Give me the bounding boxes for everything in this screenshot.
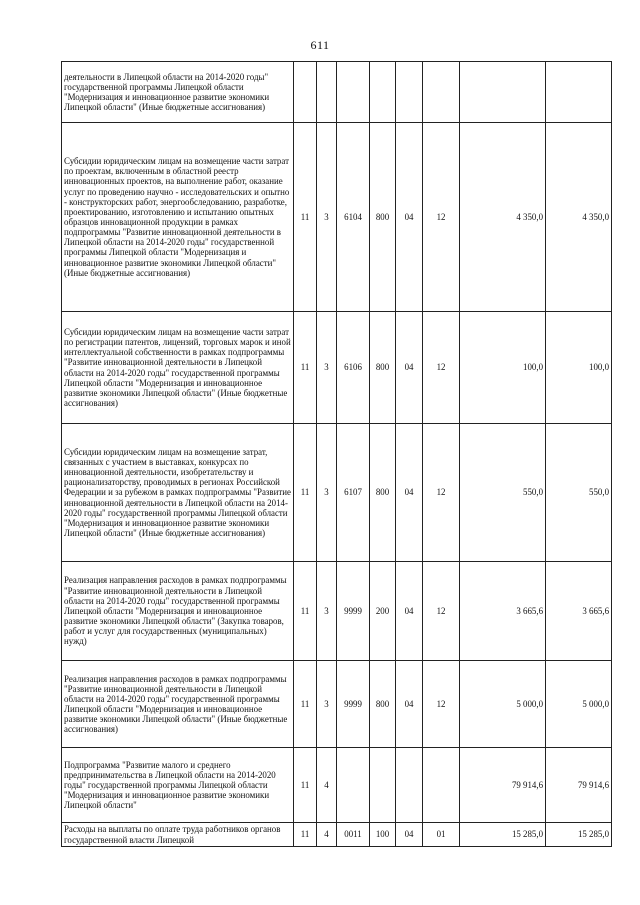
- cell-code-6: 12: [423, 424, 460, 562]
- cell-code-6: 01: [423, 823, 460, 847]
- cell-amount-1: 550,0: [460, 424, 546, 562]
- table-body: [62, 62, 612, 847]
- cell-code-5: 04: [396, 123, 423, 312]
- cell-code-2: 3: [317, 312, 337, 424]
- cell-code-3: 9999: [337, 562, 370, 661]
- cell-amount-1: [460, 62, 546, 123]
- cell-code-3: 6104: [337, 123, 370, 312]
- cell-amount-2: [546, 62, 612, 123]
- cell-amount-1: 15 285,0: [460, 823, 546, 847]
- cell-amount-1: 5 000,0: [460, 661, 546, 748]
- cell-code-2: 3: [317, 562, 337, 661]
- cell-code-6: 12: [423, 661, 460, 748]
- cell-code-2: 3: [317, 424, 337, 562]
- cell-code-2: 3: [317, 123, 337, 312]
- cell-code-5: 04: [396, 562, 423, 661]
- cell-code-6: 12: [423, 312, 460, 424]
- cell-amount-2: 5 000,0: [546, 661, 612, 748]
- cell-code-6: [423, 62, 460, 123]
- row-description: деятельности в Липецкой области на 2014-2020 годы" государственной программы Липецкой области "Модернизация и инновационное развитие экономики Липецкой области" (Иные бюджетные ассигнования): [62, 62, 294, 123]
- cell-code-4: 800: [370, 312, 396, 424]
- cell-code-4: [370, 748, 396, 823]
- table-row: [62, 424, 612, 562]
- cell-code-4: 800: [370, 424, 396, 562]
- cell-code-4: 800: [370, 661, 396, 748]
- cell-code-1: 11: [294, 661, 317, 748]
- cell-code-3: 6107: [337, 424, 370, 562]
- cell-code-3: [337, 748, 370, 823]
- table-row: [62, 62, 612, 123]
- cell-amount-1: 3 665,6: [460, 562, 546, 661]
- cell-amount-1: 100,0: [460, 312, 546, 424]
- cell-code-5: 04: [396, 424, 423, 562]
- cell-code-5: 04: [396, 661, 423, 748]
- cell-code-6: 12: [423, 123, 460, 312]
- cell-amount-2: 100,0: [546, 312, 612, 424]
- table-row: [62, 562, 612, 661]
- cell-code-4: 200: [370, 562, 396, 661]
- table-row: [62, 661, 612, 748]
- cell-amount-1: 4 350,0: [460, 123, 546, 312]
- cell-code-1: 11: [294, 123, 317, 312]
- cell-amount-2: 79 914,6: [546, 748, 612, 823]
- table-row: [62, 748, 612, 823]
- cell-code-1: 11: [294, 424, 317, 562]
- cell-code-1: 11: [294, 312, 317, 424]
- row-description: Реализация направления расходов в рамках подпрограммы "Развитие инновационной деятельности в Липецкой области на 2014-2020 годы" государственной программы Липецкой области "Модернизация и инновационное развитие экономики Липецкой области" (Иные бюджетные ассигнования): [62, 661, 294, 748]
- cell-amount-2: 4 350,0: [546, 123, 612, 312]
- cell-code-5: [396, 748, 423, 823]
- cell-code-4: [370, 62, 396, 123]
- cell-amount-2: 3 665,6: [546, 562, 612, 661]
- cell-code-6: 12: [423, 562, 460, 661]
- cell-code-3: [337, 62, 370, 123]
- cell-amount-2: 550,0: [546, 424, 612, 562]
- cell-code-2: 3: [317, 661, 337, 748]
- cell-code-2: 4: [317, 823, 337, 847]
- cell-code-1: [294, 62, 317, 123]
- table-row: [62, 823, 612, 847]
- table-row: [62, 312, 612, 424]
- row-description: Расходы на выплаты по оплате труда работников органов государственной власти Липецкой: [62, 823, 294, 847]
- cell-amount-2: 15 285,0: [546, 823, 612, 847]
- cell-code-3: 0011: [337, 823, 370, 847]
- cell-code-2: [317, 62, 337, 123]
- cell-code-6: [423, 748, 460, 823]
- cell-code-3: 6106: [337, 312, 370, 424]
- cell-code-5: [396, 62, 423, 123]
- cell-code-5: 04: [396, 312, 423, 424]
- cell-code-1: 11: [294, 562, 317, 661]
- table-row: [62, 123, 612, 312]
- cell-code-3: 9999: [337, 661, 370, 748]
- page-number: 611: [310, 38, 330, 52]
- budget-table: [61, 61, 612, 847]
- cell-code-5: 04: [396, 823, 423, 847]
- cell-code-1: 11: [294, 748, 317, 823]
- cell-amount-1: 79 914,6: [460, 748, 546, 823]
- cell-code-4: 800: [370, 123, 396, 312]
- cell-code-2: 4: [317, 748, 337, 823]
- row-description: Субсидии юридическим лицам на возмещение части затрат по регистрации патентов, лицензий, торговых марок и иной интеллектуальной собственности в рамках подпрограммы "Развитие инновационной деятельности в Липецкой области на 2014-2020 годы" государственной программы Липецкой области "Модернизация и инновационное развитие экономики Липецкой области" (Иные бюджетные ассигнования): [62, 312, 294, 424]
- row-description: Субсидии юридическим лицам на возмещение затрат, связанных с участием в выставках, конкурсах по инновационной деятельности, изобретательству и рационализаторству, проводимых в регионах Российской Федерации и за рубежом в рамках подпрограммы "Развитие инновационной деятельности в Липецкой области на 2014-2020 годы" государственной программы Липецкой области "Модернизация и инновационное развитие экономики Липецкой области" (Иные бюджетные ассигнования): [62, 424, 294, 562]
- row-description: Субсидии юридическим лицам на возмещение части затрат по проектам, включенным в областной реестр инновационных проектов, на выполнение работ, оказание услуг по проведению научно - исследовательских и опытно - конструкторских работ, энергообследованию, разработке, проектированию, изготовлению и испытанию опытных образцов инновационной продукции в рамках подпрограммы "Развитие инновационной деятельности в Липецкой области на 2014-2020 годы" государственной программы Липецкой области "Модернизация и инновационное развитие экономики Липецкой области" (Иные бюджетные ассигнования): [62, 123, 294, 312]
- row-description: Реализация направления расходов в рамках подпрограммы "Развитие инновационной деятельности в Липецкой области на 2014-2020 годы" государственной программы Липецкой области "Модернизация и инновационное развитие экономики Липецкой области" (Закупка товаров, работ и услуг для государственных (муниципальных) нужд): [62, 562, 294, 661]
- cell-code-4: 100: [370, 823, 396, 847]
- cell-code-1: 11: [294, 823, 317, 847]
- row-description: Подпрограмма "Развитие малого и среднего предпринимательства в Липецкой области на 2014-2020 годы" государственной программы Липецкой области "Модернизация и инновационное развитие экономики Липецкой области": [62, 748, 294, 823]
